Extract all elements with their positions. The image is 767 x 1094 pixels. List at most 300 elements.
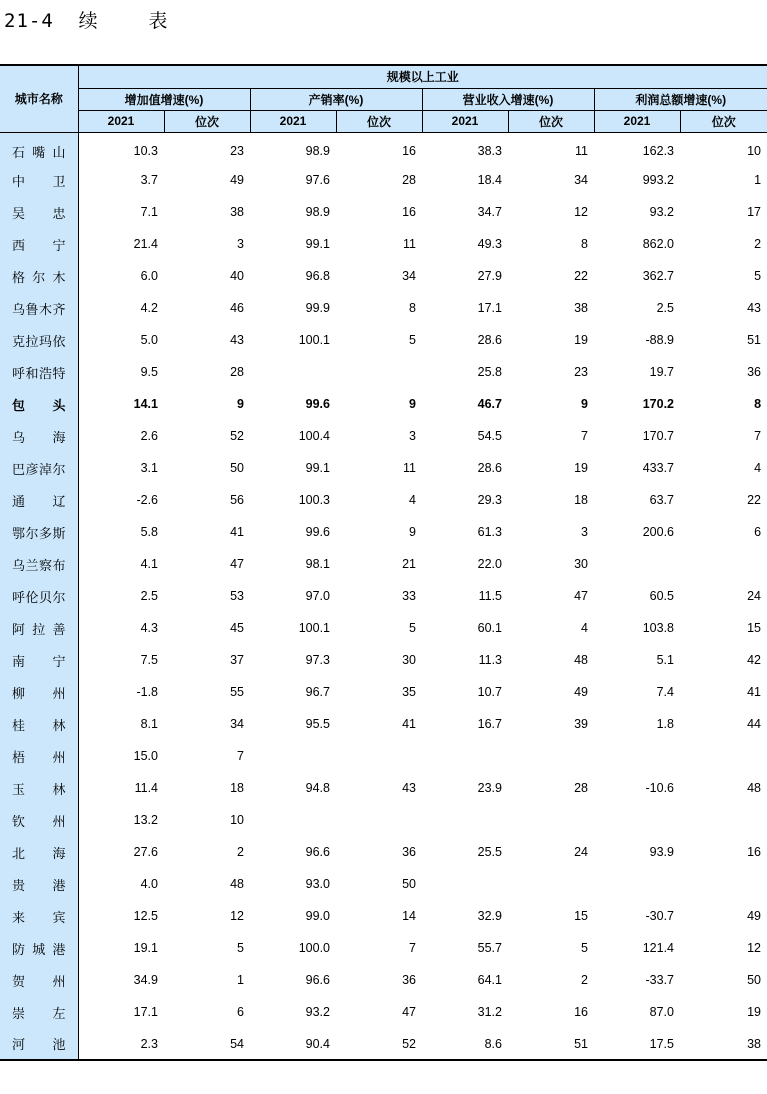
city-name-cell: 包头 xyxy=(0,388,78,420)
rank-cell: 11 xyxy=(403,237,416,251)
value-2021-cell: 170.7 xyxy=(642,429,674,443)
city-name-cell: 呼和浩特 xyxy=(0,356,78,388)
value-2021-cell: 99.1 xyxy=(305,461,330,475)
table-row xyxy=(0,452,767,484)
rank-cell: 51 xyxy=(747,333,762,347)
page-title: 21-4 续 表 xyxy=(4,10,169,32)
rank-cell: 16 xyxy=(402,144,416,159)
rank-cell: 5 xyxy=(754,269,762,283)
value-2021-cell: 93.9 xyxy=(649,845,674,859)
table-row xyxy=(0,900,767,932)
value-2021-cell: 170.2 xyxy=(642,397,674,411)
rank-cell: 41 xyxy=(402,717,416,731)
table-body xyxy=(0,132,767,1060)
rank-cell: 18 xyxy=(574,493,588,507)
value-2021-cell: 2.5 xyxy=(140,589,158,603)
rank-cell xyxy=(508,740,594,772)
value-2021-cell: 49.3 xyxy=(477,237,502,251)
rank-cell: 19 xyxy=(574,461,588,475)
city-name-cell: 乌鲁木齐 xyxy=(0,292,78,324)
value-2021-cell: 11.5 xyxy=(478,589,502,603)
value-2021-cell: 4.0 xyxy=(140,877,158,891)
city-name-cell: 格尔木 xyxy=(0,260,78,292)
rank-cell: 47 xyxy=(402,1005,416,1019)
city-name-cell: 吴忠 xyxy=(0,196,78,228)
city-name-cell: 西宁 xyxy=(0,228,78,260)
rank-cell: 44 xyxy=(747,717,762,731)
rank-header: 位次 xyxy=(508,110,594,132)
rank-cell: 2 xyxy=(581,973,588,987)
value-2021-cell: 2.3 xyxy=(78,1028,164,1060)
value-2021-cell: 32.9 xyxy=(477,909,502,923)
rank-cell: 7 xyxy=(581,429,588,443)
city-name-cell: 来宾 xyxy=(0,900,78,932)
rank-cell: 43 xyxy=(402,781,416,795)
city-name-cell: 中卫 xyxy=(0,164,78,196)
value-2021-cell xyxy=(594,548,680,580)
value-2021-cell: 12.5 xyxy=(133,909,158,923)
metric-header-revenue: 营业收入增速(%) xyxy=(422,88,594,110)
rank-cell: 4 xyxy=(581,621,588,635)
value-2021-cell: 94.8 xyxy=(305,781,330,795)
table-row xyxy=(0,228,767,260)
rank-cell: 47 xyxy=(574,589,588,603)
table-row xyxy=(0,324,767,356)
rank-cell: 51 xyxy=(508,1028,594,1060)
table-row xyxy=(0,516,767,548)
value-2021-cell: 27.6 xyxy=(133,845,158,859)
city-name-cell: 崇左 xyxy=(0,996,78,1028)
rank-cell xyxy=(680,868,767,900)
table-row xyxy=(0,612,767,644)
value-2021-cell: 99.9 xyxy=(305,301,330,315)
rank-cell: 16 xyxy=(574,1005,588,1019)
rank-cell: 48 xyxy=(747,781,762,795)
table-row xyxy=(0,548,767,580)
rank-cell: 28 xyxy=(230,365,244,379)
value-2021-cell: 96.7 xyxy=(305,685,330,699)
value-2021-cell: 100.1 xyxy=(298,333,330,347)
table-row xyxy=(0,420,767,452)
value-2021-cell: 19.7 xyxy=(649,365,674,379)
value-2021-cell: -10.6 xyxy=(645,781,674,795)
value-2021-cell: -2.6 xyxy=(136,493,158,507)
rank-cell: 24 xyxy=(747,589,762,603)
table-row xyxy=(0,1028,767,1060)
value-2021-cell: 96.6 xyxy=(305,845,330,859)
rank-cell: 50 xyxy=(747,973,762,987)
rank-cell: 8 xyxy=(754,397,762,411)
value-2021-cell: 27.9 xyxy=(477,269,502,283)
rank-cell: 43 xyxy=(230,333,244,347)
value-2021-cell: 5.0 xyxy=(140,333,158,347)
value-2021-cell: 55.7 xyxy=(477,941,502,955)
rank-header: 位次 xyxy=(164,110,250,132)
value-2021-cell: 46.7 xyxy=(477,397,502,411)
table-row xyxy=(0,772,767,804)
table-row xyxy=(0,132,767,164)
value-2021-cell: 7.1 xyxy=(140,205,158,219)
value-2021-cell: 99.0 xyxy=(305,909,330,923)
rank-cell: 41 xyxy=(230,525,244,539)
value-2021-cell: 4.3 xyxy=(140,621,158,635)
city-name-cell: 河池 xyxy=(0,1028,78,1060)
rank-cell: 52 xyxy=(336,1028,422,1060)
value-2021-cell: 34.7 xyxy=(477,205,502,219)
value-2021-cell: 2.6 xyxy=(140,429,158,443)
rank-cell: 9 xyxy=(409,397,416,411)
table-row xyxy=(0,484,767,516)
rank-cell: 37 xyxy=(230,653,244,667)
rank-cell: 5 xyxy=(409,333,416,347)
rank-cell: 54 xyxy=(164,1028,250,1060)
rank-cell: 56 xyxy=(230,493,244,507)
value-2021-cell: 11.4 xyxy=(134,781,158,795)
value-2021-cell: 9.5 xyxy=(140,365,158,379)
city-name-cell: 梧州 xyxy=(0,740,78,772)
value-2021-cell: -33.7 xyxy=(645,973,674,987)
value-2021-cell: 96.8 xyxy=(305,269,330,283)
rank-cell: 5 xyxy=(581,941,588,955)
rank-cell: 46 xyxy=(230,301,244,315)
value-2021-cell: 25.8 xyxy=(477,365,502,379)
rank-cell: 3 xyxy=(237,237,244,251)
rank-cell: 12 xyxy=(230,909,244,923)
value-2021-cell: 6.0 xyxy=(140,269,158,283)
rank-cell: 55 xyxy=(230,685,244,699)
rank-cell: 49 xyxy=(574,685,588,699)
value-2021-cell: 3.1 xyxy=(140,461,158,475)
rank-cell: 10 xyxy=(230,813,244,827)
rank-cell: 9 xyxy=(409,525,416,539)
value-2021-cell: 993.2 xyxy=(642,173,674,187)
rank-cell: 34 xyxy=(230,717,244,731)
rank-cell: 38 xyxy=(230,205,244,219)
city-name-cell: 贺州 xyxy=(0,964,78,996)
value-2021-cell: 200.6 xyxy=(642,525,674,539)
year-header: 2021 xyxy=(594,110,680,132)
value-2021-cell: 60.1 xyxy=(477,621,502,635)
value-2021-cell: 162.3 xyxy=(642,144,674,159)
table-row xyxy=(0,740,767,772)
rank-cell: 33 xyxy=(402,589,416,603)
value-2021-cell: 54.5 xyxy=(477,429,502,443)
value-2021-cell: 61.3 xyxy=(477,525,502,539)
value-2021-cell: -88.9 xyxy=(645,333,674,347)
city-name-cell: 玉林 xyxy=(0,772,78,804)
city-name-header: 城市名称 xyxy=(0,65,78,132)
value-2021-cell: 60.5 xyxy=(649,589,674,603)
table-row xyxy=(0,804,767,836)
value-2021-cell: 433.7 xyxy=(642,461,674,475)
rank-cell: 40 xyxy=(230,269,244,283)
city-name-cell: 呼伦贝尔 xyxy=(0,580,78,612)
rank-cell: 21 xyxy=(402,557,416,571)
rank-cell: 2 xyxy=(754,237,762,251)
table-row xyxy=(0,644,767,676)
rank-cell: 7 xyxy=(409,941,416,955)
rank-cell: 52 xyxy=(230,429,244,443)
rank-cell: 50 xyxy=(230,461,244,475)
table-row xyxy=(0,836,767,868)
value-2021-cell: 10.7 xyxy=(477,685,502,699)
value-2021-cell: 98.1 xyxy=(305,557,330,571)
rank-cell: 16 xyxy=(402,205,416,219)
value-2021-cell: 87.0 xyxy=(649,1005,674,1019)
rank-cell: 38 xyxy=(574,301,588,315)
value-2021-cell: 28.6 xyxy=(477,333,502,347)
table-row xyxy=(0,932,767,964)
rank-cell: 49 xyxy=(230,173,244,187)
rank-cell: 5 xyxy=(409,621,416,635)
city-name-cell: 阿拉善 xyxy=(0,612,78,644)
year-header: 2021 xyxy=(78,110,164,132)
rank-cell: 36 xyxy=(747,365,762,379)
rank-cell: 48 xyxy=(230,877,244,891)
value-2021-cell: 97.3 xyxy=(305,653,330,667)
value-2021-cell: 64.1 xyxy=(477,973,502,987)
value-2021-cell: 96.6 xyxy=(305,973,330,987)
rank-cell: 5 xyxy=(237,941,244,955)
value-2021-cell: 3.7 xyxy=(140,173,158,187)
rank-cell: 35 xyxy=(402,685,416,699)
rank-cell: 22 xyxy=(574,269,588,283)
value-2021-cell: 8.6 xyxy=(422,1028,508,1060)
value-2021-cell: 99.6 xyxy=(305,525,330,539)
value-2021-cell: 63.7 xyxy=(649,493,674,507)
rank-cell: 38 xyxy=(680,1028,767,1060)
value-2021-cell: 11.3 xyxy=(478,653,502,667)
rank-cell: 11 xyxy=(575,144,588,159)
rank-cell: 19 xyxy=(747,1005,762,1019)
rank-cell: 11 xyxy=(403,461,416,475)
rank-cell: 50 xyxy=(402,877,416,891)
city-name-cell: 北海 xyxy=(0,836,78,868)
rank-cell: 1 xyxy=(237,973,244,987)
value-2021-cell: 25.5 xyxy=(477,845,502,859)
table-row xyxy=(0,388,767,420)
value-2021-cell xyxy=(422,804,508,836)
rank-cell: 17 xyxy=(747,205,762,219)
city-name-cell: 石嘴山 xyxy=(0,132,78,164)
year-header: 2021 xyxy=(250,110,336,132)
table-row xyxy=(0,356,767,388)
group-header: 规模以上工业 xyxy=(78,65,767,88)
year-header: 2021 xyxy=(422,110,508,132)
value-2021-cell: 99.1 xyxy=(305,237,330,251)
value-2021-cell: 100.1 xyxy=(298,621,330,635)
rank-cell: 48 xyxy=(574,653,588,667)
value-2021-cell xyxy=(594,868,680,900)
rank-cell: 24 xyxy=(574,845,588,859)
value-2021-cell: 34.9 xyxy=(133,973,158,987)
value-2021-cell: 4.1 xyxy=(140,557,158,571)
rank-cell: 30 xyxy=(402,653,416,667)
value-2021-cell: 22.0 xyxy=(477,557,502,571)
rank-cell: 36 xyxy=(402,845,416,859)
rank-cell: 15 xyxy=(747,621,762,635)
metric-header-value-added: 增加值增速(%) xyxy=(78,88,250,110)
rank-cell: 41 xyxy=(747,685,762,699)
rank-cell: 8 xyxy=(581,237,588,251)
rank-cell xyxy=(336,804,422,836)
rank-cell: 6 xyxy=(237,1005,244,1019)
value-2021-cell xyxy=(250,356,336,388)
value-2021-cell: 100.3 xyxy=(298,493,330,507)
value-2021-cell: 16.7 xyxy=(477,717,502,731)
value-2021-cell: 90.4 xyxy=(250,1028,336,1060)
rank-cell xyxy=(336,740,422,772)
city-name-cell: 柳州 xyxy=(0,676,78,708)
rank-cell: 28 xyxy=(402,173,416,187)
rank-cell: 49 xyxy=(747,909,762,923)
city-name-cell: 南宁 xyxy=(0,644,78,676)
table-row xyxy=(0,580,767,612)
city-name-cell: 钦州 xyxy=(0,804,78,836)
metric-header-profit: 利润总额增速(%) xyxy=(594,88,767,110)
rank-cell: 53 xyxy=(230,589,244,603)
value-2021-cell: 31.2 xyxy=(477,1005,502,1019)
value-2021-cell xyxy=(594,740,680,772)
city-name-cell: 鄂尔多斯 xyxy=(0,516,78,548)
city-name-cell: 贵港 xyxy=(0,868,78,900)
rank-cell: 14 xyxy=(402,909,416,923)
city-industry-table xyxy=(0,64,767,1061)
rank-cell: 43 xyxy=(747,301,762,315)
rank-cell: 2 xyxy=(237,845,244,859)
value-2021-cell: 862.0 xyxy=(642,237,674,251)
value-2021-cell: 100.4 xyxy=(298,429,330,443)
table-row xyxy=(0,868,767,900)
rank-cell: 6 xyxy=(754,525,762,539)
rank-cell: 47 xyxy=(230,557,244,571)
value-2021-cell: 19.1 xyxy=(133,941,158,955)
rank-cell: 23 xyxy=(574,365,588,379)
rank-cell xyxy=(680,740,767,772)
rank-cell: 18 xyxy=(230,781,244,795)
value-2021-cell: 10.3 xyxy=(133,144,158,159)
value-2021-cell: 17.1 xyxy=(477,301,502,315)
value-2021-cell: 1.8 xyxy=(656,717,674,731)
value-2021-cell xyxy=(250,804,336,836)
rank-cell xyxy=(680,804,767,836)
rank-cell: 3 xyxy=(581,525,588,539)
value-2021-cell: 103.8 xyxy=(642,621,674,635)
value-2021-cell: 14.1 xyxy=(133,397,158,411)
city-name-cell: 巴彦淖尔 xyxy=(0,452,78,484)
rank-cell: 45 xyxy=(230,621,244,635)
value-2021-cell xyxy=(594,804,680,836)
table-row xyxy=(0,996,767,1028)
rank-header: 位次 xyxy=(336,110,422,132)
value-2021-cell: 17.5 xyxy=(594,1028,680,1060)
rank-cell: 28 xyxy=(574,781,588,795)
value-2021-cell: 100.0 xyxy=(298,941,330,955)
rank-cell: 4 xyxy=(754,461,762,475)
rank-cell: 30 xyxy=(574,557,588,571)
rank-cell: 22 xyxy=(747,493,762,507)
rank-cell: 7 xyxy=(754,429,762,443)
value-2021-cell: 93.2 xyxy=(305,1005,330,1019)
rank-cell: 7 xyxy=(237,749,244,763)
value-2021-cell: 93.0 xyxy=(305,877,330,891)
value-2021-cell: 23.9 xyxy=(477,781,502,795)
rank-cell: 12 xyxy=(574,205,588,219)
table-row xyxy=(0,708,767,740)
value-2021-cell: 98.9 xyxy=(305,144,330,159)
rank-cell: 19 xyxy=(574,333,588,347)
rank-cell: 15 xyxy=(574,909,588,923)
value-2021-cell: 15.0 xyxy=(133,749,158,763)
rank-cell: 12 xyxy=(747,941,762,955)
value-2021-cell: 38.3 xyxy=(477,144,502,159)
value-2021-cell: 7.4 xyxy=(656,685,674,699)
value-2021-cell: 7.5 xyxy=(140,653,158,667)
rank-cell xyxy=(508,868,594,900)
value-2021-cell: 95.5 xyxy=(305,717,330,731)
value-2021-cell: 99.6 xyxy=(305,397,330,411)
value-2021-cell: 93.2 xyxy=(649,205,674,219)
city-name-cell: 乌海 xyxy=(0,420,78,452)
city-name-cell: 乌兰察布 xyxy=(0,548,78,580)
city-name-cell: 桂林 xyxy=(0,708,78,740)
rank-cell: 10 xyxy=(747,144,762,159)
table-row xyxy=(0,260,767,292)
rank-cell xyxy=(336,356,422,388)
value-2021-cell xyxy=(422,868,508,900)
rank-cell: 39 xyxy=(574,717,588,731)
metric-header-sales-rate: 产销率(%) xyxy=(250,88,422,110)
value-2021-cell: 2.5 xyxy=(656,301,674,315)
city-name-cell: 通辽 xyxy=(0,484,78,516)
value-2021-cell: -30.7 xyxy=(645,909,674,923)
rank-cell: 9 xyxy=(237,397,244,411)
value-2021-cell: 4.2 xyxy=(140,301,158,315)
rank-cell: 3 xyxy=(409,429,416,443)
value-2021-cell: 5.8 xyxy=(140,525,158,539)
value-2021-cell xyxy=(422,740,508,772)
value-2021-cell: 97.0 xyxy=(305,589,330,603)
value-2021-cell: 13.2 xyxy=(133,813,158,827)
rank-cell: 1 xyxy=(754,173,762,187)
table-row xyxy=(0,964,767,996)
rank-cell xyxy=(680,548,767,580)
rank-header: 位次 xyxy=(680,110,767,132)
value-2021-cell: 18.4 xyxy=(477,173,502,187)
city-name-cell: 克拉玛依 xyxy=(0,324,78,356)
rank-cell: 8 xyxy=(409,301,416,315)
value-2021-cell: 29.3 xyxy=(477,493,502,507)
table-row xyxy=(0,676,767,708)
value-2021-cell: 28.6 xyxy=(477,461,502,475)
value-2021-cell: -1.8 xyxy=(136,685,158,699)
table-row xyxy=(0,196,767,228)
rank-cell xyxy=(508,804,594,836)
rank-cell: 16 xyxy=(747,845,762,859)
rank-cell: 42 xyxy=(747,653,762,667)
value-2021-cell: 8.1 xyxy=(140,717,158,731)
value-2021-cell: 5.1 xyxy=(656,653,674,667)
rank-cell: 23 xyxy=(230,144,244,159)
value-2021-cell: 121.4 xyxy=(642,941,674,955)
rank-cell: 36 xyxy=(402,973,416,987)
table-row xyxy=(0,164,767,196)
city-name-cell: 防城港 xyxy=(0,932,78,964)
rank-cell: 4 xyxy=(409,493,416,507)
value-2021-cell: 362.7 xyxy=(642,269,674,283)
value-2021-cell: 97.6 xyxy=(305,173,330,187)
rank-cell: 9 xyxy=(581,397,588,411)
